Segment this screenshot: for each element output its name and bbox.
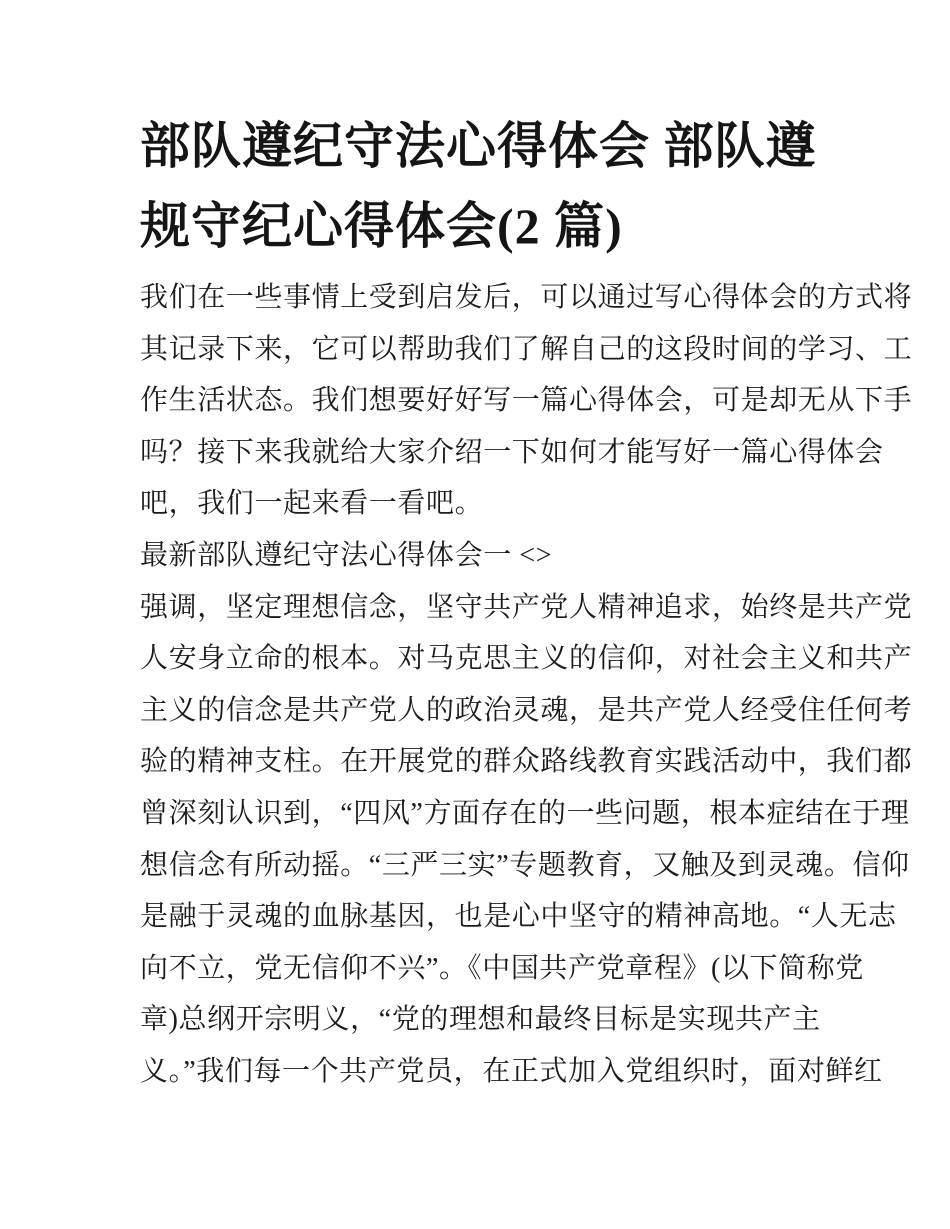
text-line: 是融于灵魂的血脉基因，也是心中坚守的精神高地。“人无志 — [140, 901, 897, 933]
text-line: 验的精神支柱。在开展党的群众路线教育实践活动中，我们都 — [140, 746, 913, 778]
title-line-2: 规守纪心得体会(2 篇) — [140, 198, 623, 254]
title-line-1: 部队遵纪守法心得体会 部队遵 — [140, 118, 817, 174]
text-line: 强调，坚定理想信念，坚守共产党人精神追求，始终是共产党 — [140, 591, 913, 623]
text-line: 其记录下来，它可以帮助我们了解自己的这段时间的学习、工 — [140, 333, 913, 365]
text-line: 吗？接下来我就给大家介绍一下如何才能写好一篇心得体会 — [140, 436, 884, 468]
document-content — [140, 106, 913, 1098]
text-line: 人安身立命的根本。对马克思主义的信仰，对社会主义和共产 — [140, 643, 913, 675]
text-line: 义。”我们每一个共产党员，在正式加入党组织时，面对鲜红 — [140, 1055, 883, 1087]
text-line: 想信念有所动摇。“三严三实”专题教育，又触及到灵魂。信仰 — [140, 849, 910, 881]
text-line: 我们在一些事情上受到启发后，可以通过写心得体会的方式将 — [140, 282, 913, 313]
text-line: 作生活状态。我们想要好好写一篇心得体会，可是却无从下手 — [140, 385, 913, 417]
text-line: 吧，我们一起来看一看吧。 — [140, 488, 484, 520]
document-title — [140, 106, 835, 266]
document-body — [140, 272, 913, 1098]
text-line: 曾深刻认识到，“四风”方面存在的一些问题，根本症结在于理 — [140, 797, 910, 829]
text-line: 章)总纲开宗明义，“党的理想和最终目标是实现共产主 — [140, 1004, 821, 1036]
text-line-section-heading: 最新部队遵纪守法心得体会一 <> — [140, 539, 553, 571]
text-line: 主义的信念是共产党人的政治灵魂，是共产党人经受住任何考 — [140, 694, 913, 726]
text-line: 向不立，党无信仰不兴”。《中国共产党章程》(以下简称党 — [140, 952, 864, 984]
